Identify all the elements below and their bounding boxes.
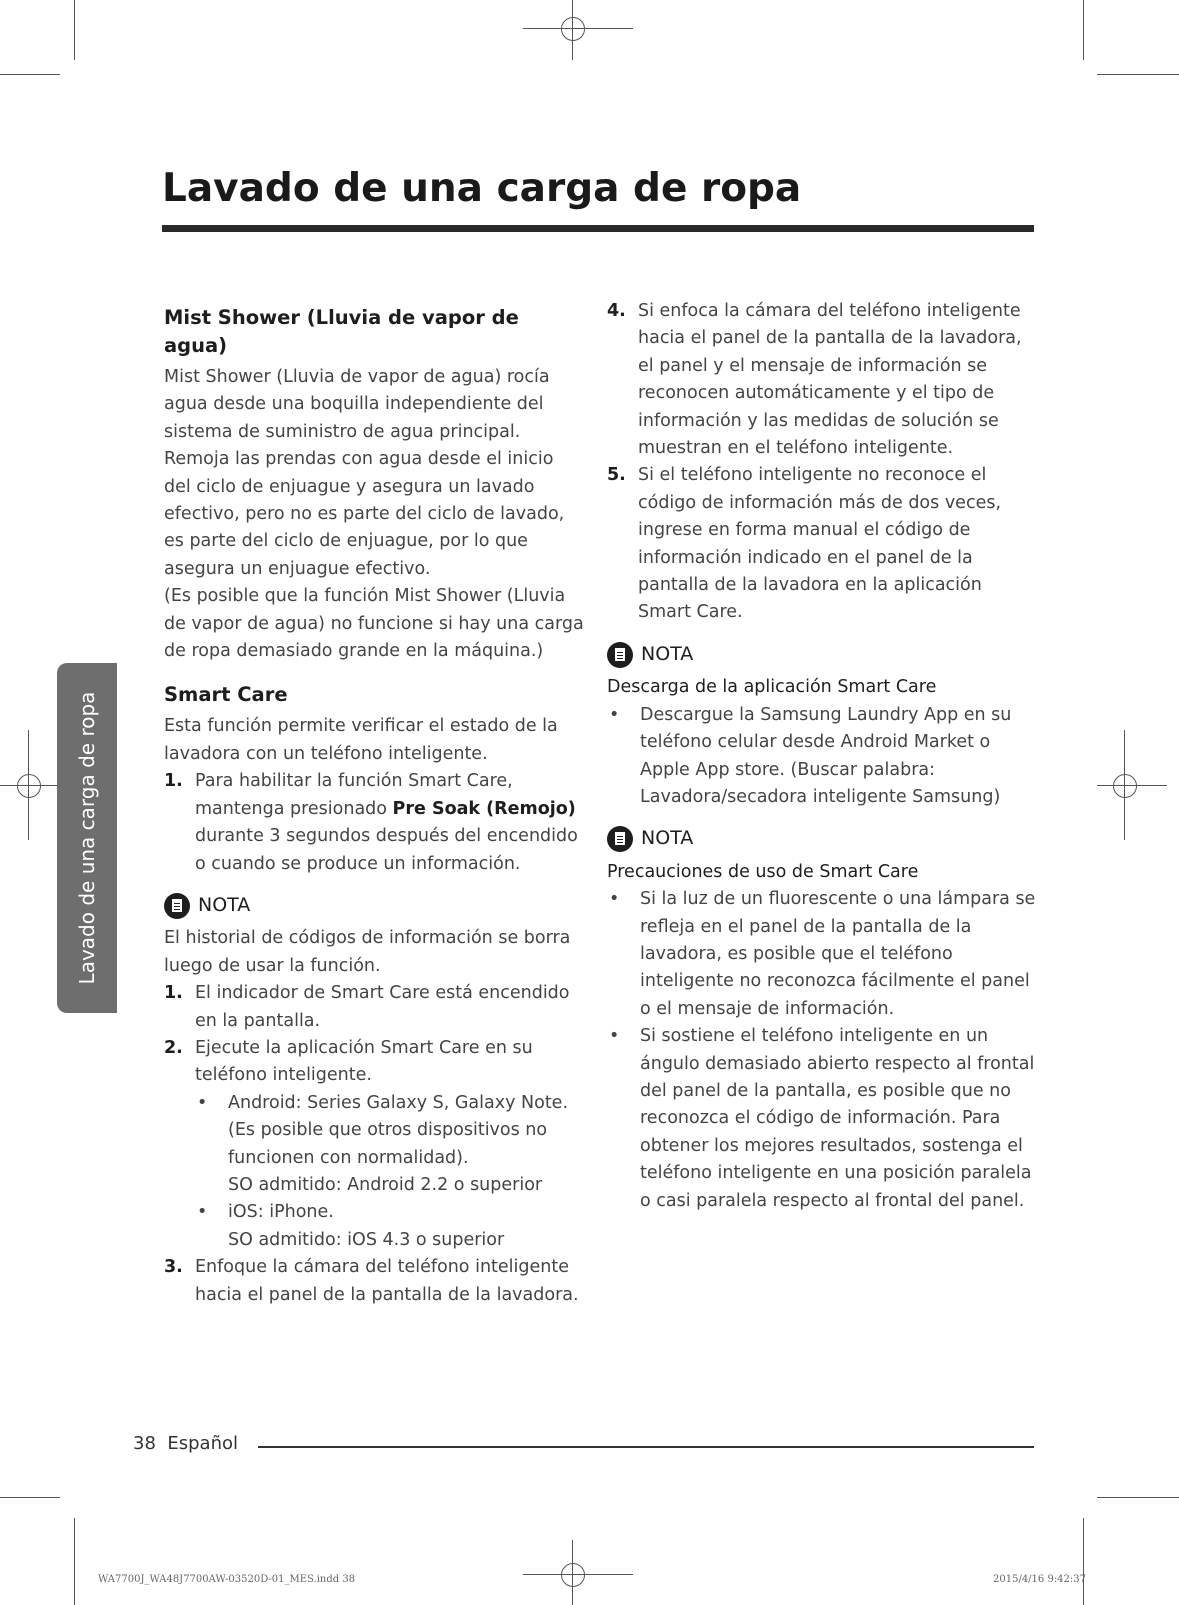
nota-label: NOTA xyxy=(641,827,694,850)
crop-mark xyxy=(1083,0,1084,60)
side-tab-label: Lavado de una carga de ropa xyxy=(75,691,99,985)
bullet-icon: • xyxy=(197,1092,208,1113)
mist-shower-paragraph: Mist Shower (Lluvia de vapor de agua) rocía agua desde una boquilla independiente del sistema de suministro de agua principal. Remoja las prendas con agua desde el inicio del ciclo de enjuague y asegura un lavado efectivo, pero no es parte del ciclo de lavado, es parte del ciclo de enjuague, por lo que asegura un enjuague efectivo. xyxy=(164,367,565,579)
mist-shower-heading: Mist Shower (Lluvia de vapor de agua) xyxy=(164,306,519,357)
crop-mark xyxy=(1097,74,1179,75)
bullet-icon: • xyxy=(197,1202,208,1223)
smart-care-intro: Esta función permite verificar el estado de la lavadora con un teléfono inteligente. xyxy=(164,716,558,764)
print-slug-date: 2015/4/16 9:42:37 xyxy=(993,1574,1087,1585)
step-1 xyxy=(164,768,584,878)
side-tab xyxy=(57,663,117,1013)
list-item: • iOS: iPhone. SO admitido: iOS 4.3 o superior xyxy=(195,1199,584,1254)
nota-label: NOTA xyxy=(641,642,694,665)
list-item: • Android: Series Galaxy S, Galaxy Note. (Es posible que otros dispositivos no funcionen con normalidad). SO admitido: Android 2.2 o superior xyxy=(195,1090,584,1200)
registration-mark-left xyxy=(0,730,60,840)
step-text: Para habilitar la función Smart Care, mantenga presionado Pre Soak (Remojo) durante 3 segundos después del encendido o cuando se produce un información. xyxy=(195,771,578,874)
supported-os-list xyxy=(164,1090,584,1254)
registration-mark-right xyxy=(1097,730,1167,840)
left-column xyxy=(164,304,584,1309)
crop-mark xyxy=(1083,1518,1084,1605)
nota-heading xyxy=(164,892,584,919)
nota-heading xyxy=(607,825,1037,852)
nota-label: NOTA xyxy=(198,893,251,916)
footer-language: Español xyxy=(167,1433,238,1454)
footer-rule xyxy=(258,1446,1034,1448)
list-item: • Si la luz de un fluorescente o una lámpara se refleja en el panel de la pantalla de la lavadora, es posible que el teléfono inteligente no reconozca fácilmente el panel o el mensaje de información. xyxy=(607,886,1037,1023)
list-item: 2. Ejecute la aplicación Smart Care en su teléfono inteligente. xyxy=(164,1037,533,1086)
step-number: 1. xyxy=(164,771,183,792)
crop-mark xyxy=(0,1497,60,1498)
list-item: • Descargue la Samsung Laundry App en su teléfono celular desde Android Market o Apple App store. (Buscar palabra: Lavadora/secadora inteligente Samsung) xyxy=(607,702,1037,812)
crop-mark xyxy=(74,1518,75,1605)
pre-soak-key: Pre Soak (Remojo) xyxy=(392,798,576,819)
nota-text: El historial de códigos de información se borra luego de usar la función. xyxy=(164,928,571,976)
nota-heading xyxy=(607,641,1037,668)
bullet-icon: • xyxy=(609,704,620,725)
page-footer xyxy=(133,1433,238,1454)
bullet-icon: • xyxy=(609,1026,620,1047)
note-icon xyxy=(607,826,633,852)
note-icon xyxy=(164,893,190,919)
page-number: 38 xyxy=(133,1433,156,1454)
crop-mark xyxy=(0,74,60,75)
page-title: Lavado de una carga de ropa xyxy=(162,166,802,211)
registration-mark-bottom xyxy=(523,1540,633,1605)
list-item: 5. Si el teléfono inteligente no reconoce el código de información más de dos veces, ingrese en forma manual el código de información indicado en el panel de la pantalla de la lavadora en la aplicación Smart Care. xyxy=(607,465,1002,623)
crop-mark xyxy=(74,0,75,60)
nota-subheading: Descarga de la aplicación Smart Care xyxy=(607,677,937,698)
list-item: 4. Si enfoca la cámara del teléfono inteligente hacia el panel de la pantalla de la lavadora, el panel y el mensaje de información se reconocen automáticamente y el tipo de información y las medidas de solución se muestran en el teléfono inteligente. xyxy=(607,301,1022,459)
mist-shower-note: (Es posible que la función Mist Shower (Lluvia de vapor de agua) no funcione si hay una carga de ropa demasiado grande en la máquina.) xyxy=(164,586,584,662)
list-item: 3. Enfoque la cámara del teléfono inteligente hacia el panel de la pantalla de la lavadora. xyxy=(164,1257,579,1305)
crop-mark xyxy=(1097,1497,1179,1498)
registration-mark-top xyxy=(523,0,633,60)
nota-subheading: Precauciones de uso de Smart Care xyxy=(607,861,919,882)
list-item: 1. El indicador de Smart Care está encendido en la pantalla. xyxy=(164,983,570,1031)
print-slug-file: WA7700J_WA48J7700AW-03520D-01_MES.indd 38 xyxy=(98,1574,356,1585)
bullet-icon: • xyxy=(609,889,620,910)
title-rule xyxy=(162,225,1034,232)
smart-care-heading: Smart Care xyxy=(164,683,288,707)
right-column xyxy=(607,298,1037,1215)
note-icon xyxy=(607,642,633,668)
list-item: • Si sostiene el teléfono inteligente en un ángulo demasiado abierto respecto al frontal del panel de la pantalla, es posible que no reconozca el código de información. Para obtener los mejores resultados, sostenga el teléfono inteligente en una posición paralela o casi paralela respecto al frontal del panel. xyxy=(607,1023,1037,1215)
